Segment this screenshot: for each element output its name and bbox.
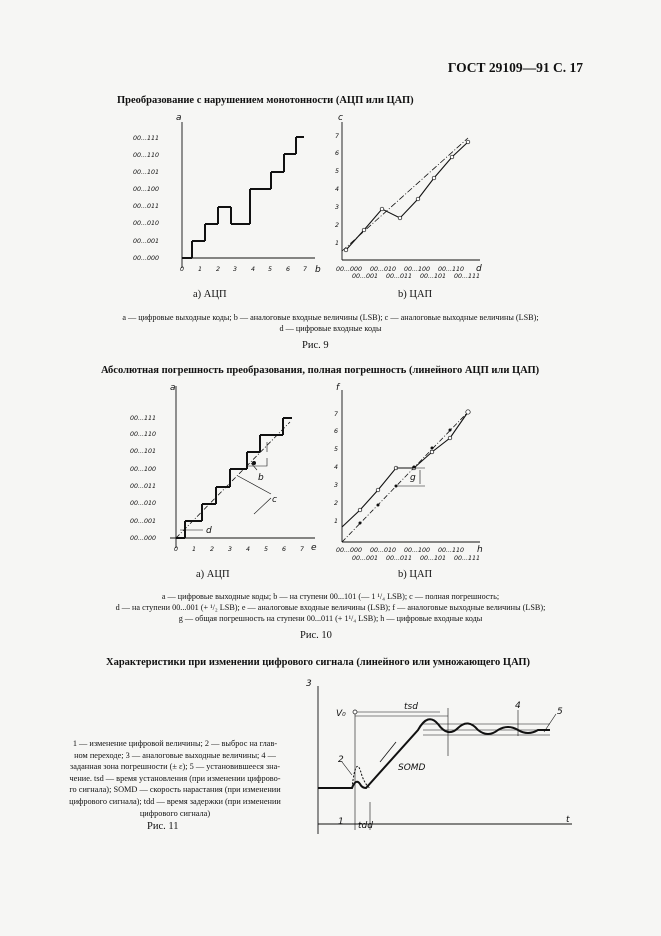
fig9-adc-ytick: 00...011 xyxy=(133,203,160,210)
fig10-adc-xtick: 7 xyxy=(300,546,305,553)
fig10-dac-xtick: 00...001 xyxy=(352,555,379,562)
fig10-adc-yticks xyxy=(130,415,156,542)
fig9-legend-line: d — цифровые входные коды xyxy=(279,324,382,333)
fig10-adc-ytick: 00...100 xyxy=(130,466,157,473)
fig10-adc-ytick: 00...010 xyxy=(130,500,157,507)
fig9-dac-yticks xyxy=(335,133,339,247)
fig9-dac-points xyxy=(344,140,470,252)
fig9-dac-xlabel: d xyxy=(476,264,482,274)
fig11-label-somd: SOMD xyxy=(398,763,426,773)
fig9-dac-chart xyxy=(330,108,505,278)
fig11-legend-line: цифрового сигнала); tdd — время задержки (при изменении xyxy=(69,796,281,806)
fig9-dac-xtick: 00...110 xyxy=(438,266,465,273)
fig11-legend-line: 1 — изменение цифровой величины; 2 — выброс на глав- xyxy=(72,739,278,748)
fig10-adc-ylabel: a xyxy=(170,383,176,393)
fig9-legend xyxy=(0,312,661,334)
fig10-dac-xtick: 00...111 xyxy=(454,555,481,562)
fig9-adc-ytick: 00...001 xyxy=(133,238,160,245)
fig11-title: Характеристики при изменении цифрового сигнала (линейного или умножающего ЦАП) xyxy=(106,657,531,668)
fig9-title: Преобразование с нарушением монотонности (АЦП или ЦАП) xyxy=(117,95,414,106)
fig10-dac-ylabel: f xyxy=(336,383,340,393)
fig10-dac-xtick: 00...100 xyxy=(404,547,431,554)
fig9-dac-point xyxy=(344,248,348,252)
fig9-dac-point xyxy=(380,207,384,211)
fig10-adc-chart xyxy=(130,380,330,560)
fig10-caption-adc: а) АЦП xyxy=(196,569,230,580)
fig10-dac-point xyxy=(358,508,362,512)
fig10-dac-ytick: 1 xyxy=(334,518,339,525)
fig10-adc-xtick: 1 xyxy=(192,546,197,553)
fig11-legend-line: заданная зона погрешности (± ε); 5 — установившееся зна- xyxy=(69,762,281,772)
fig9-caption-dac: b) ЦАП xyxy=(398,289,433,300)
fig9-adc-ytick: 00...111 xyxy=(133,135,160,142)
fig9-dac-xtick: 00...011 xyxy=(386,273,413,278)
fig9-caption-adc: а) АЦП xyxy=(193,289,227,300)
fig10-adc-xtick: 0 xyxy=(174,546,179,553)
fig10-dac-xtick: 00...110 xyxy=(438,547,465,554)
fig9-adc-ytick: 00...101 xyxy=(133,169,160,176)
fig10-dac-points xyxy=(358,410,470,512)
fig10-dac-ideal-point xyxy=(449,429,452,432)
fig9-dac-xtick: 00...001 xyxy=(352,273,379,278)
fig10-number: Рис. 10 xyxy=(300,630,332,641)
fig10-dac-point xyxy=(430,450,434,454)
fig9-dac-point xyxy=(450,155,454,159)
fig10-adc-leader-c xyxy=(238,476,271,494)
fig9-dac-ylabel: c xyxy=(338,113,343,123)
fig9-dac-point xyxy=(432,176,436,180)
fig9-dac-ytick: 6 xyxy=(335,150,340,157)
fig10-dac-xlabel: h xyxy=(477,545,483,555)
fig9-dac-point xyxy=(416,197,420,201)
fig11-legend-line: ном переходе; 3 — аналоговые выходные величины; 4 — xyxy=(74,750,276,760)
fig9-dac-xtick: 00...111 xyxy=(454,273,481,278)
fig9-dac-point xyxy=(466,140,470,144)
fig11-label-v0: V₀ xyxy=(336,709,346,719)
fig10-dac-xtick: 00...101 xyxy=(420,555,447,562)
fig10-adc-marker xyxy=(252,461,256,465)
fig9-dac-xticks xyxy=(336,266,480,278)
fig10-adc-ytick: 00...110 xyxy=(130,431,157,438)
fig9-dac-point xyxy=(398,216,402,220)
fig10-adc-xticks xyxy=(174,546,304,553)
fig10-adc-ytick: 00...000 xyxy=(130,535,157,542)
fig9-dac-xtick: 00...101 xyxy=(420,273,447,278)
fig11-legend-line: цифрового сигнала) xyxy=(139,808,211,818)
fig9-adc-xtick: 7 xyxy=(303,266,308,273)
fig10-legend-line: d — на ступени 00...001 (+ ¹/₂ LSB); e — аналоговые входные величины (LSB); f — аналоговые выходные величины (LSB); xyxy=(115,603,546,612)
fig10-adc-ytick: 00...011 xyxy=(130,483,157,490)
fig9-adc-staircase xyxy=(182,137,304,258)
fig10-title: Абсолютная погрешность преобразования, полная погрешность (линейного АЦП или ЦАП) xyxy=(101,365,540,376)
fig9-adc-xtick: 4 xyxy=(251,266,256,273)
fig10-dac-ideal-point xyxy=(359,522,362,525)
fig9-dac-ytick: 1 xyxy=(335,240,340,247)
fig10-adc-xtick: 5 xyxy=(264,546,269,553)
fig10-adc-ytick: 00...001 xyxy=(130,518,157,525)
fig9-adc-ytick: 00...110 xyxy=(133,152,160,159)
fig9-dac-xtick: 00...100 xyxy=(404,266,431,273)
fig10-dac-point xyxy=(466,410,470,414)
fig9-adc-xlabel: b xyxy=(315,265,321,275)
fig10-dac-ideal-point xyxy=(431,447,434,450)
fig10-dac-xtick: 00...000 xyxy=(336,547,363,554)
fig10-dac-yticks xyxy=(334,411,338,525)
fig9-adc-xtick: 1 xyxy=(198,266,203,273)
fig9-adc-xtick: 0 xyxy=(180,266,185,273)
fig9-dac-output-line xyxy=(346,142,468,250)
fig11-number: Рис. 11 xyxy=(147,821,179,832)
fig10-dac-ytick: 6 xyxy=(334,428,339,435)
fig10-dac-xticks xyxy=(336,547,480,562)
fig11-label-4: 4 xyxy=(515,701,521,711)
fig10-dac-ytick: 5 xyxy=(334,446,339,453)
fig10-adc-error-bracket xyxy=(247,442,267,466)
fig9-adc-xticks xyxy=(180,266,307,273)
fig10-legend-line: g — общая погрешность на ступени 00...011 (+ 1¹/₄ LSB); h — цифровые входные коды xyxy=(178,614,483,623)
fig11-v0-point xyxy=(353,710,357,714)
fig10-dac-ytick: 7 xyxy=(334,411,339,418)
fig9-adc-ytick: 00...100 xyxy=(133,186,160,193)
fig10-caption-dac: b) ЦАП xyxy=(398,569,433,580)
fig10-legend-line: a — цифровые выходные коды; b — на ступени 00...101 (— 1 ¹/₄ LSB); c — полная погрешность; xyxy=(161,592,500,601)
fig10-dac-ytick: 4 xyxy=(334,464,339,471)
fig10-adc-xtick: 6 xyxy=(282,546,287,553)
fig10-adc-xtick: 3 xyxy=(228,546,233,553)
fig9-dac-ytick: 7 xyxy=(335,133,340,140)
fig9-dac-ytick: 3 xyxy=(335,204,340,211)
fig10-dac-ytick: 3 xyxy=(334,482,339,489)
fig11-transient-chart xyxy=(300,672,600,842)
fig10-adc-staircase xyxy=(176,418,292,538)
fig11-legend-line: чение. tsd — время установления (при изменении цифрово- xyxy=(69,773,281,783)
fig11-label-2: 2 xyxy=(338,755,344,765)
fig10-dac-ideal-point xyxy=(377,504,380,507)
fig10-dac-point xyxy=(448,436,452,440)
fig11-legend-line: го сигнала); SOMD — скорость нарастания (при изменении xyxy=(69,785,281,795)
fig10-adc-xlabel: e xyxy=(311,543,317,553)
fig9-number: Рис. 9 xyxy=(302,340,329,351)
fig9-dac-xtick: 00...000 xyxy=(336,266,363,273)
fig9-adc-ytick: 00...010 xyxy=(133,220,160,227)
fig10-dac-xtick: 00...010 xyxy=(370,547,397,554)
fig10-adc-xtick: 4 xyxy=(246,546,251,553)
fig9-legend-line: a — цифровые выходные коды; b — аналоговые входные величины (LSB); c — аналоговые выходные величины (LSB); xyxy=(122,313,539,322)
fig11-label-tsd: tsd xyxy=(404,702,418,712)
fig11-label-5: 5 xyxy=(557,707,563,717)
fig9-adc-xtick: 6 xyxy=(286,266,291,273)
fig9-adc-xtick: 2 xyxy=(216,266,221,273)
fig10-adc-leader-c2 xyxy=(254,498,271,514)
fig10-legend xyxy=(0,591,661,624)
fig11-label-1: 1 xyxy=(338,817,344,827)
fig9-dac-ytick: 4 xyxy=(335,186,340,193)
fig9-dac-ytick: 2 xyxy=(335,222,340,229)
fig10-adc-xtick: 2 xyxy=(210,546,215,553)
fig10-dac-ytick: 2 xyxy=(334,500,339,507)
fig10-adc-label-c: c xyxy=(272,495,277,505)
fig11-slew-arrow xyxy=(380,742,396,762)
fig9-adc-yticks xyxy=(133,135,159,262)
fig11-label-tdd: tdd xyxy=(358,821,373,831)
fig10-adc-label-b: b xyxy=(258,473,264,483)
fig11-legend xyxy=(44,738,306,819)
fig10-adc-label-d: d xyxy=(206,526,212,536)
fig9-dac-ytick: 5 xyxy=(335,168,340,175)
fig9-adc-ylabel: a xyxy=(176,113,182,123)
fig9-dac-xtick: 00...010 xyxy=(370,266,397,273)
fig11-output-curve xyxy=(318,719,550,788)
fig10-adc-ytick: 00...101 xyxy=(130,448,157,455)
fig11-label-t: t xyxy=(566,815,570,825)
fig10-dac-label-g: g xyxy=(410,473,416,483)
fig10-dac-point xyxy=(376,488,380,492)
fig11-label-3: 3 xyxy=(306,679,312,689)
fig10-dac-xtick: 00...011 xyxy=(386,555,413,562)
fig10-adc-ytick: 00...111 xyxy=(130,415,157,422)
fig10-dac-chart xyxy=(330,380,505,562)
fig9-adc-chart xyxy=(130,108,330,278)
fig9-dac-point xyxy=(362,228,366,232)
fig9-adc-ytick: 00...000 xyxy=(133,255,160,262)
page-header: ГОСТ 29109—91 С. 17 xyxy=(447,60,583,75)
fig9-adc-xtick: 5 xyxy=(268,266,273,273)
fig9-adc-xtick: 3 xyxy=(233,266,238,273)
